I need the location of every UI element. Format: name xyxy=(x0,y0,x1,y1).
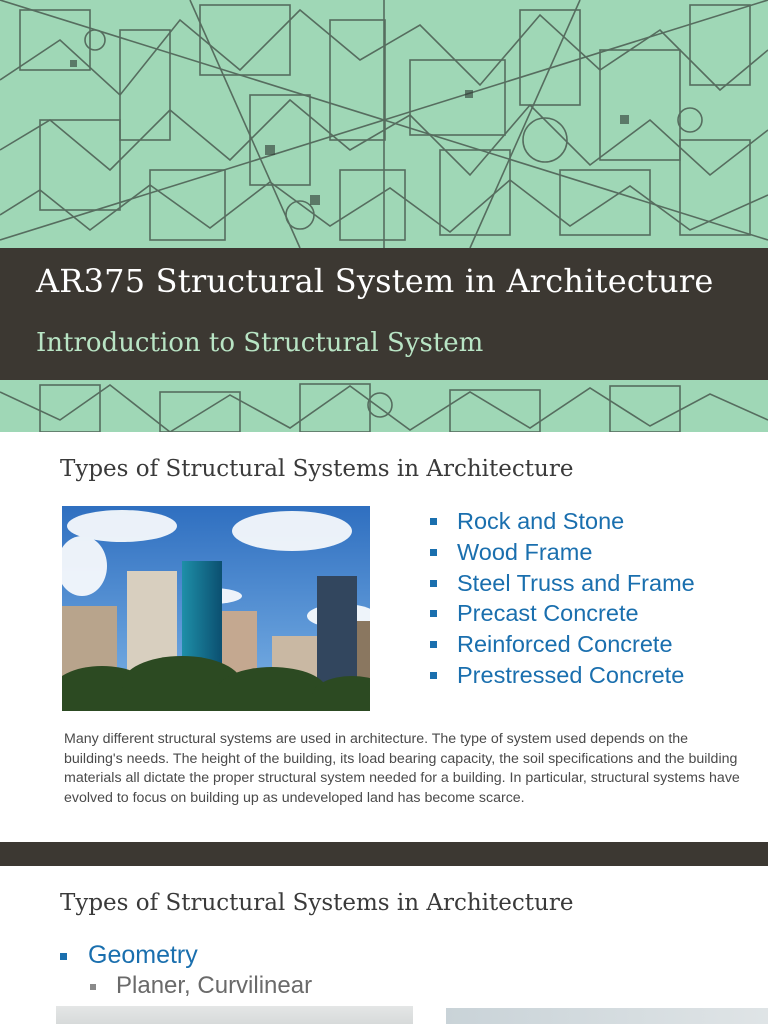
list-item: Rock and Stone xyxy=(428,506,695,537)
list-item: Reinforced Concrete xyxy=(428,629,695,660)
description-paragraph: Many different structural systems are used in architecture. The type of system used depends on the building's needs. The height of the building, its load bearing capacity, the soil specifications and the building materials all dictate the proper structural system needed for a building. In particular, structural systems have evolved to focus on building up as undeveloped land has become scarce. xyxy=(64,731,740,806)
planar-building-photo xyxy=(56,1006,413,1024)
bullet-square-icon xyxy=(60,953,67,960)
presentation-subtitle: Introduction to Structural System xyxy=(36,328,484,358)
list-item: Wood Frame xyxy=(428,537,695,568)
presentation-title: AR375 Structural System in Architecture xyxy=(36,262,714,300)
bullet-square-icon xyxy=(430,672,437,679)
bullet-square-icon xyxy=(90,984,96,990)
slide-divider xyxy=(0,842,768,866)
bullet-square-icon xyxy=(430,641,437,648)
list-item: Steel Truss and Frame xyxy=(428,568,695,599)
structural-types-list xyxy=(428,506,695,691)
list-item: Prestressed Concrete xyxy=(428,660,695,691)
geometry-sub-bullet: Planer, Curvilinear xyxy=(90,972,312,1000)
bullet-square-icon xyxy=(430,549,437,556)
curvilinear-building-photo xyxy=(446,1008,768,1024)
slide-heading: Types of Structural Systems in Architecture xyxy=(60,456,574,482)
skyscrapers-photo xyxy=(62,506,370,711)
bullet-square-icon xyxy=(430,518,437,525)
list-item: Precast Concrete xyxy=(428,598,695,629)
bullet-square-icon xyxy=(430,580,437,587)
bullet-square-icon xyxy=(430,610,437,617)
slide-heading-geometry: Types of Structural Systems in Architecture xyxy=(60,890,574,916)
geometry-bullet: Geometry xyxy=(60,941,198,970)
